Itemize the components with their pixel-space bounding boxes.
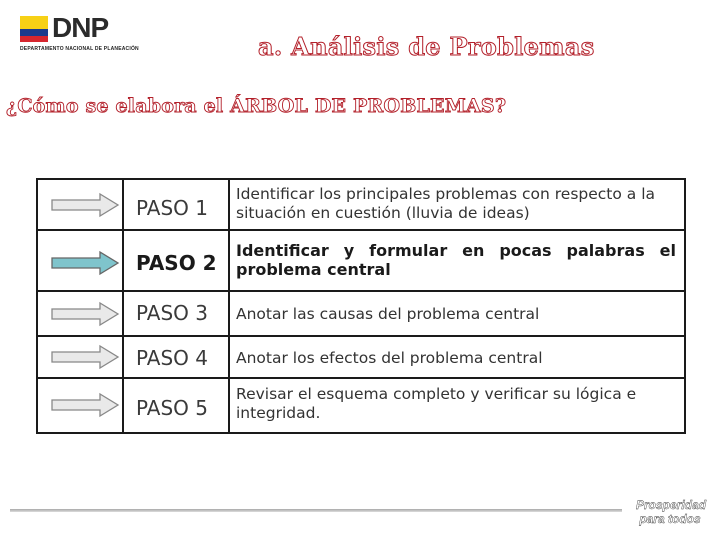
logo-name: DNP (52, 12, 109, 43)
step-label: PASO 1 (136, 196, 208, 220)
arrow-right-icon (50, 392, 120, 418)
step-row-highlighted (38, 231, 684, 290)
arrow-right-icon (50, 344, 120, 370)
step-row (38, 379, 684, 432)
prosperidad-logo (636, 496, 707, 528)
slide-title: a. Análisis de Problemas (258, 32, 595, 61)
logo-subtitle: DEPARTAMENTO NACIONAL DE PLANEACIÓN (20, 46, 139, 52)
step-text: Anotar las causas del problema central (236, 305, 540, 323)
arrow-right-icon (50, 192, 120, 218)
arrow-right-icon (50, 250, 120, 276)
badge-line2: para todos (639, 512, 701, 526)
step-row (38, 180, 684, 229)
badge-line1: Prosperidad (636, 498, 707, 512)
arrow-right-icon (50, 301, 120, 327)
step-label: PASO 4 (136, 346, 208, 370)
step-label: PASO 3 (136, 301, 208, 325)
step-label: PASO 5 (136, 396, 208, 420)
slide-subtitle: ¿Cómo se elabora el ÁRBOL DE PROBLEMAS? (6, 95, 507, 117)
step-text: Identificar y formular en pocas palabras el problema central (236, 241, 676, 279)
step-text: Anotar los efectos del problema central (236, 349, 543, 367)
dnp-logo (20, 14, 138, 54)
step-text: Revisar el esquema completo y verificar su lógica e integridad. (236, 385, 637, 422)
step-text: Identificar los principales problemas con respecto a la situación en cuestión (lluvia de ideas) (236, 185, 656, 222)
footer-divider (10, 509, 622, 512)
steps-table (36, 178, 686, 434)
colombia-flag-icon (20, 16, 48, 42)
step-label: PASO 2 (136, 251, 217, 275)
step-row (38, 292, 684, 335)
step-row (38, 337, 684, 377)
